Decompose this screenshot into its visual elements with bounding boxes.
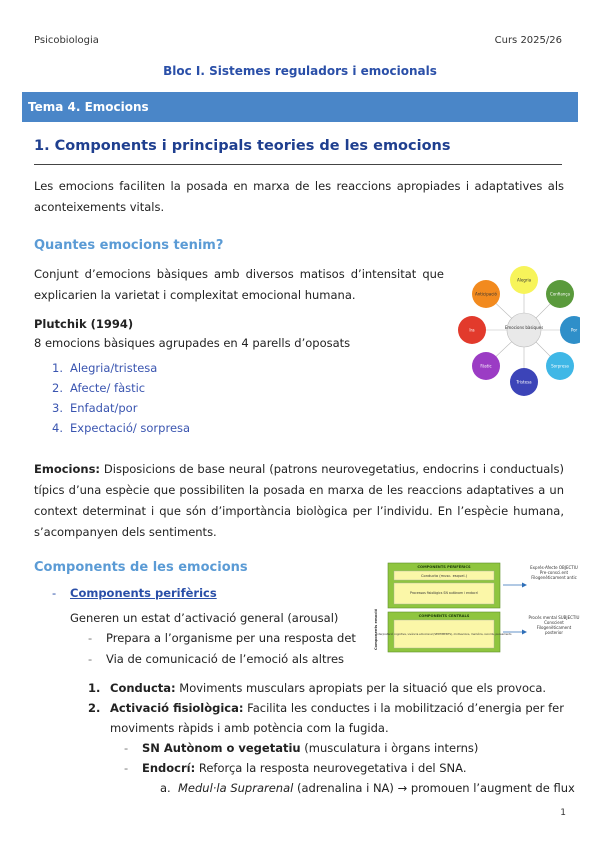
tema-title: Tema 4. Emocions (28, 100, 149, 114)
item-term: Activació fisiològica: (110, 701, 244, 715)
item-text: (adrenalina i NA) → promouen l’augment de flux (293, 781, 575, 795)
list-item (88, 698, 564, 738)
diagram-central-text: Interpretació cognitiva, vivència emocional (SENTIMENTS), motivacions, memòria, records, pensaments (376, 633, 512, 636)
list-item (52, 418, 190, 438)
item-text: (musculatura i òrgans interns) (300, 741, 479, 755)
dash-mark: - (88, 652, 93, 666)
list-item (124, 758, 478, 778)
list-number: 1. (52, 361, 63, 375)
diagram-perif-row1-text: Conducta (musc. esquel.) (421, 574, 467, 578)
components-perif-link[interactable]: Components perifèrics (70, 586, 217, 600)
diagram-right-top-wrap (528, 565, 580, 605)
list-number: 3. (52, 401, 63, 415)
list-number: 4. (52, 421, 63, 435)
list-item (88, 678, 564, 698)
bloc-title: Bloc I. Sistemes reguladors i emocionals (163, 64, 437, 78)
diagram-right-bottom-wrap (528, 615, 580, 655)
item-term: SN Autònom o vegetatiu (142, 741, 301, 755)
perif-heading (52, 586, 217, 600)
list-letter: a. (160, 781, 171, 795)
diagram-perif-row2-text: Processos fisiològics SN autònom i endocrí (410, 591, 478, 595)
definition-term: Emocions: (34, 462, 101, 476)
wheel-node-label: Sorpresa (551, 363, 569, 369)
emotion-wheel-figure (450, 262, 580, 402)
perif-text: Generen un estat d’activació general (arousal) (70, 611, 339, 625)
list-item-text: Via de comunicació de l’emoció als altres (106, 652, 345, 666)
tema-title-bar (22, 92, 578, 122)
plutchik-text: 8 emocions bàsiques agrupades en 4 parells d’oposats (34, 336, 351, 350)
diagram-central-header: COMPONENTS CENTRALS (418, 614, 470, 618)
wheel-node-label: Tristesa (516, 379, 532, 385)
wheel-center-label: Emocions bàsiques (504, 325, 544, 330)
definition-paragraph (34, 459, 564, 543)
arrowhead-icon (522, 583, 527, 588)
perif-sublist (88, 628, 356, 670)
pairs-list (52, 358, 190, 438)
list-item-text: Alegria/tristesa (70, 361, 158, 375)
wheel-node-label: Ira (469, 327, 475, 333)
dash-mark: - (124, 761, 129, 775)
diagram-perif-header: COMPONENTS PERIFÈRICS (417, 565, 471, 569)
list-item (124, 738, 478, 758)
list-item-text (110, 698, 564, 738)
medulla-item (160, 778, 575, 798)
wheel-node-label: Confiança (550, 291, 570, 297)
list-item (88, 649, 356, 670)
item-text: Facilita les conductes i la mobilització d’energia per fer moviments ràpids i amb potència com la fugida. (110, 701, 564, 735)
list-number: 1. (88, 681, 101, 695)
plutchik-title: Plutchik (1994) (34, 317, 134, 331)
item-term: Conducta: (110, 681, 176, 695)
list-number: 2. (52, 381, 63, 395)
definition-text: Disposicions de base neural (patrons neurovegetatius, endocrins i conductuals) típics d’una espècie que possibiliten la posada en marxa de les reaccions adaptatives a un context determinat i que són d’importància biològica per l’individu. En l’espècie humana, s’acompanyen dels sentiments. (34, 462, 564, 539)
components-diagram (370, 560, 580, 660)
list-item (52, 378, 190, 398)
physio-sublist (124, 738, 478, 778)
list-item (88, 628, 356, 649)
item-term: Medul·la Suprarenal (178, 781, 294, 795)
list-item (52, 398, 190, 418)
arrowhead-icon (522, 630, 527, 635)
header-course: Curs 2025/26 (494, 35, 562, 46)
diagram-right-bottom: Procés mental SUBJECTIU Conscient Filogenèticament posterior (528, 615, 580, 635)
list-item-text: Afecte/ fàstic (70, 381, 146, 395)
dash-mark: - (124, 741, 129, 755)
quantes-paragraph: Conjunt d’emocions bàsiques amb diversos matisos d’intensitat que explicarien la varietat i complexitat emocional humana. (34, 267, 444, 302)
wheel-node-label: Fàstic (480, 363, 492, 369)
list-item-text: Enfadat/por (70, 401, 138, 415)
list-number: 2. (88, 701, 101, 715)
diagram-side-label: Components emoció (374, 608, 378, 650)
list-item-text: Expectació/ sorpresa (70, 421, 191, 435)
page-number: 1 (560, 808, 566, 818)
item-text: Moviments musculars apropiats per la situació que els provoca. (175, 681, 547, 695)
header-subject: Psicobiologia (34, 35, 99, 46)
item-term: Endocrí: (142, 761, 196, 775)
wheel-center-circle (504, 313, 544, 347)
components-title: Components de les emocions (34, 560, 248, 575)
list-item (52, 358, 190, 378)
wheel-node-label: Alegria (516, 277, 532, 283)
numbered-items (88, 678, 564, 738)
quantes-title: Quantes emocions tenim? (34, 238, 224, 253)
intro-paragraph: Les emocions faciliten la posada en marxa de les reaccions apropiades i adaptatives als aconteixements vitals. (34, 179, 564, 214)
wheel-node-label: Anticipació (474, 291, 498, 297)
diagram-right-top: Exprés·Afecte OBJECTIU Pre-consci.ent Filogenèticament antic (530, 565, 578, 580)
wheel-node-label: Por (570, 327, 578, 333)
section-title: 1. Components i principals teories de les emocions (34, 138, 451, 154)
item-text: Reforça la resposta neurovegetativa i del SNA. (195, 761, 467, 775)
list-item-text: Prepara a l’organisme per una resposta det (106, 631, 356, 645)
bullet-dash: - (52, 586, 57, 600)
title-underline (34, 164, 562, 165)
list-item-text (110, 678, 546, 698)
dash-mark: - (88, 631, 93, 645)
